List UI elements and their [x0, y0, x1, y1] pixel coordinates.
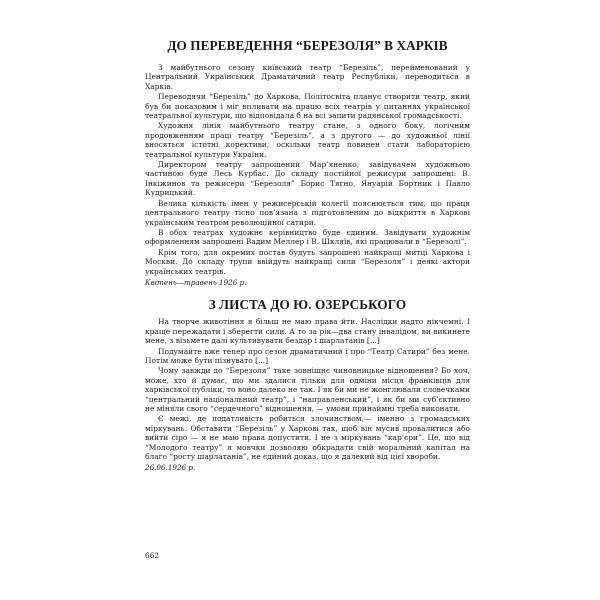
- page-number: 662: [145, 551, 160, 560]
- section-date: Квітень—травень 1926 р.: [145, 277, 247, 287]
- paragraph: Переводячи “Березіль” до Харкова, Політосвіта планує створити театр, який був би показовим і міг впливати на працю всіх театрів у питаннях української театральної культури, що відповідала б на всі запити радянської громадськості.: [145, 92, 470, 121]
- paragraph: В обох театрах художнє керівництво буде єдиним. Завідувати художнім оформленням запрошені Вадим Меллер і В. Шкляїв, які працювали в “Березолі”.: [145, 227, 470, 247]
- section-title-kharkiv: ДО ПЕРЕВЕДЕННЯ “БЕРЕЗОЛЯ” В ХАРКІВ: [167, 38, 448, 53]
- paragraph: На творче животіння я більш не маю права йти. Наслідки надто нікчемні. І краще пережадати і зберегти сили. А то за рік—два стану інвалідом, ви викинете мене, з візьмете далі культивувати бездар і шарлатанів [...]: [145, 317, 470, 346]
- paragraph: Чому завжди до “Березоля” таке зовнішнє чиновницьке відношення? Бо хоч, може, хто й думає, що ми здалися тільки для одміни місця франківців для харківської публіки, то воно далеко не так. І як би ми не жонглювали словечками “центральний національний театр”, і “направленський”, і як би ми суб’єктивно не міняли свого “сердечного” відношення, — умови принаймні треба виконати.: [145, 366, 471, 413]
- section-date: 26.06.1926 р.: [145, 463, 196, 473]
- text-column: [145, 38, 470, 473]
- paragraph: Подумайте вже тепер про сезон драматичний і про “Театр Сатири” без мене. Потім може бути пізнувато [...]: [145, 346, 470, 365]
- paragraph: З майбутнього сезону київський театр “Березіль”, перейменований у Центральний Український Драматичний театр Республіки, переводиться в Харків.: [145, 63, 470, 91]
- section-title-letter: З ЛИСТА ДО Ю. ОЗЕРСЬКОГО: [208, 297, 407, 313]
- paragraph: Крім того, для окремих постав будуть запрошені найкращі митці Харкова і Москви. До складу трупи ввійдуть найкращі сили “Березоля” і деякі актори українських театрів.: [145, 247, 470, 276]
- paragraph: Директором театру запрошений Мар’яненко; завідувачем художньою частиною буде Лесь Курбас. До складу постійної режисури запрошені: В. Інкіжинов та режисери “Березоля” Борис Тягно, Януарій Бортник і Павло Кудрицький.: [145, 160, 470, 198]
- paragraph: Велика кількість імен у режисерській колегії пояснюється тим, що праця центрального театру тісно пов’язана з підготовленим до відкриття в Харкові українським театром революційної сатири.: [145, 198, 470, 227]
- paragraph: Художня лінія майбутнього театру стане, з одного боку, логічним продовженням праці театру “Березіль”, а з другого — до художньої лінії вносяться істотні корективи, оскільки театр повинен стати лабораторією театральної культури України.: [145, 121, 470, 159]
- paragraph: Є межі, де податливість робиться злочинством,— іменно з громадських міркувань. Обставити “Березіль” у Харкові так, щоб він мусив провалитися або вийти сіро — я не маю права допустити. І не з міркувань “кар’єри”. Це, що від “Молодого театру” я мовчки дозволяю обкрадати свій моральний капітал на благо “росту шарлатанів”, не єдиний доказ, що я далекий від цієї хвороби.: [145, 414, 470, 462]
